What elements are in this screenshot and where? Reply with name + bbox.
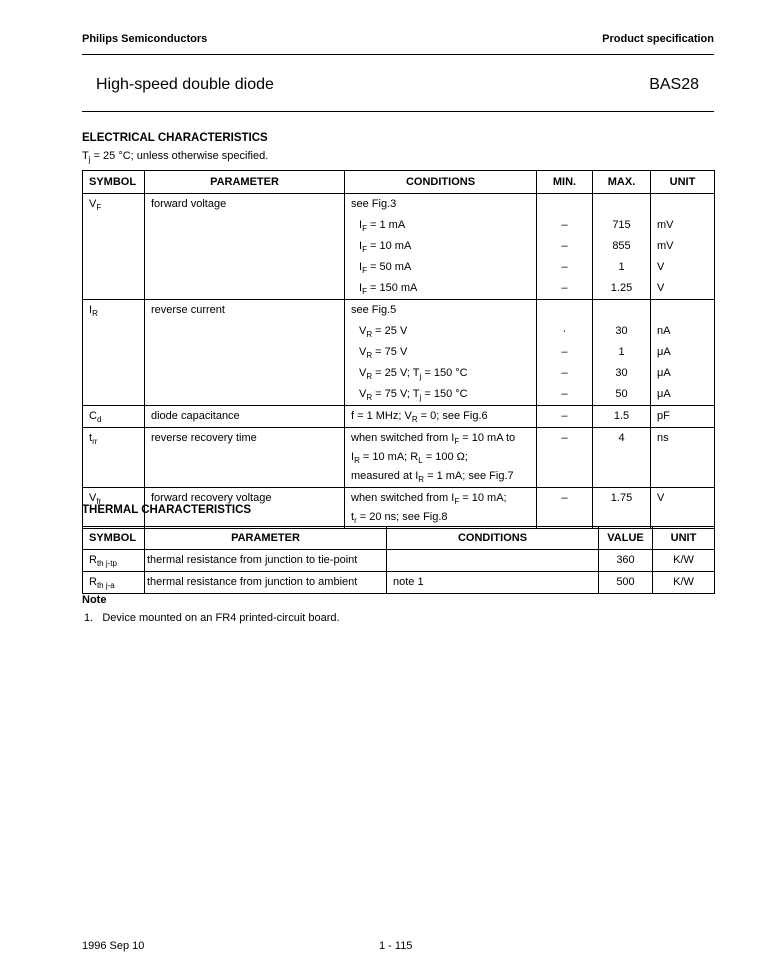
- part-number: BAS28: [649, 76, 699, 93]
- max-value: 1.25: [593, 278, 651, 300]
- min-value: –: [537, 428, 593, 488]
- col-parameter: PARAMETER: [145, 527, 387, 550]
- unit: K/W: [653, 572, 715, 594]
- table-row: [83, 321, 715, 342]
- max-value: 1.5: [593, 406, 651, 428]
- unit: μA: [651, 384, 715, 406]
- unit: nA: [651, 321, 715, 342]
- note-item: 1. Device mounted on an FR4 printed-circuit board.: [84, 612, 340, 624]
- max-value: 855: [593, 236, 651, 257]
- table-row: [83, 572, 715, 594]
- max-value: 30: [593, 321, 651, 342]
- min-value: –: [537, 215, 593, 236]
- parameter: reverse recovery time: [145, 428, 345, 488]
- table-row: [83, 384, 715, 406]
- condition: see Fig.5: [345, 300, 537, 322]
- min-value: –: [537, 488, 593, 529]
- table-row: [83, 363, 715, 384]
- max-value: 1: [593, 257, 651, 278]
- condition: $I_F = 50$ mA: [345, 257, 537, 278]
- parameter: forward voltage: [145, 194, 345, 216]
- symbol-vfr: $V_{fr}$: [83, 488, 145, 529]
- unit: ns: [651, 428, 715, 488]
- table-row: [83, 550, 715, 572]
- value: 360: [599, 550, 653, 572]
- table-row: [83, 236, 715, 257]
- condition: $I_F = 150$ mA: [345, 278, 537, 300]
- col-parameter: PARAMETER: [145, 171, 345, 194]
- condition: $I_F = 1$ mA: [345, 215, 537, 236]
- max-value: 4: [593, 428, 651, 488]
- min-value: –: [537, 406, 593, 428]
- value: 500: [599, 572, 653, 594]
- condition: $V_R = 75$ V: [345, 342, 537, 363]
- page-number: 1 - 115: [379, 940, 413, 952]
- table-row: [83, 194, 715, 216]
- table-header-row: [83, 171, 715, 194]
- condition: when switched from $I_F = 10$ mA to $I_R = 10$ mA; $R_L = 100$ Ω; measured at $I_R = 1$ mA; see Fig.7: [345, 428, 537, 488]
- thermal-heading: THERMAL CHARACTERISTICS: [82, 504, 252, 516]
- max-value: 1: [593, 342, 651, 363]
- unit: mV: [651, 236, 715, 257]
- unit: V: [651, 488, 715, 529]
- min-value: –: [537, 236, 593, 257]
- symbol-rth-j-tp: $R_{th j-tp}$: [83, 550, 145, 572]
- col-conditions: CONDITIONS: [345, 171, 537, 194]
- condition: $V_R = 25$ V: [345, 321, 537, 342]
- parameter: reverse current: [145, 300, 345, 322]
- max-value: 1.75: [593, 488, 651, 529]
- condition: when switched from $I_F = 10$ mA; $t_r = 20$ ns; see Fig.8: [345, 488, 537, 529]
- min-value: –: [537, 384, 593, 406]
- unit: mV: [651, 215, 715, 236]
- table-header-row: [83, 527, 715, 550]
- max-value: 30: [593, 363, 651, 384]
- doc-type: Product specification: [602, 33, 714, 45]
- symbol-ir: $I_R$: [83, 300, 145, 322]
- max-value: 715: [593, 215, 651, 236]
- col-unit: UNIT: [653, 527, 715, 550]
- min-value: –: [537, 278, 593, 300]
- col-symbol: SYMBOL: [83, 527, 145, 550]
- col-unit: UNIT: [651, 171, 715, 194]
- condition: see Fig.3: [345, 194, 537, 216]
- condition: [387, 550, 599, 572]
- min-value: –: [537, 342, 593, 363]
- notes-heading: Note: [82, 594, 107, 606]
- parameter: forward recovery voltage: [145, 488, 345, 529]
- title-rule: [82, 111, 714, 112]
- company-name: Philips Semiconductors: [82, 33, 208, 45]
- table-row: [83, 342, 715, 363]
- parameter: thermal resistance from junction to tie-point: [145, 550, 387, 572]
- footer-date: 1996 Sep 10: [82, 940, 145, 952]
- condition: note 1: [387, 572, 599, 594]
- table-row: [83, 278, 715, 300]
- condition: f = 1 MHz; $V_R = 0$; see Fig.6: [345, 406, 537, 428]
- table-row: [83, 215, 715, 236]
- page-title: High-speed double diode: [96, 76, 274, 93]
- min-value: –: [537, 363, 593, 384]
- table-row: [83, 257, 715, 278]
- electrical-heading: ELECTRICAL CHARACTERISTICS: [82, 132, 268, 144]
- col-max: MAX.: [593, 171, 651, 194]
- unit: μA: [651, 342, 715, 363]
- min-value: ·: [537, 321, 593, 342]
- condition: $I_F = 10$ mA: [345, 236, 537, 257]
- parameter: thermal resistance from junction to ambient: [145, 572, 387, 594]
- col-symbol: SYMBOL: [83, 171, 145, 194]
- symbol-vf: $V_F$: [83, 194, 145, 216]
- col-conditions: CONDITIONS: [387, 527, 599, 550]
- header-rule: [82, 54, 714, 55]
- unit: μA: [651, 363, 715, 384]
- condition: $V_R = 25$ V; $T_j = 150$ °C: [345, 363, 537, 384]
- unit: K/W: [653, 550, 715, 572]
- col-min: MIN.: [537, 171, 593, 194]
- unit: V: [651, 278, 715, 300]
- symbol-rth-j-a: $R_{th j-a}$: [83, 572, 145, 594]
- unit: pF: [651, 406, 715, 428]
- symbol-cd: $C_d$: [83, 406, 145, 428]
- table-row: [83, 406, 715, 428]
- table-row: [83, 428, 715, 488]
- min-value: –: [537, 257, 593, 278]
- table-row: [83, 300, 715, 322]
- electrical-condition-note: $T_j = 25$ °C; unless otherwise specified.: [82, 150, 269, 164]
- electrical-table: [82, 170, 715, 529]
- thermal-table: [82, 526, 715, 594]
- col-value: VALUE: [599, 527, 653, 550]
- condition: $V_R = 75$ V; $T_j = 150$ °C: [345, 384, 537, 406]
- max-value: 50: [593, 384, 651, 406]
- unit: V: [651, 257, 715, 278]
- symbol-trr: $t_{rr}$: [83, 428, 145, 488]
- parameter: diode capacitance: [145, 406, 345, 428]
